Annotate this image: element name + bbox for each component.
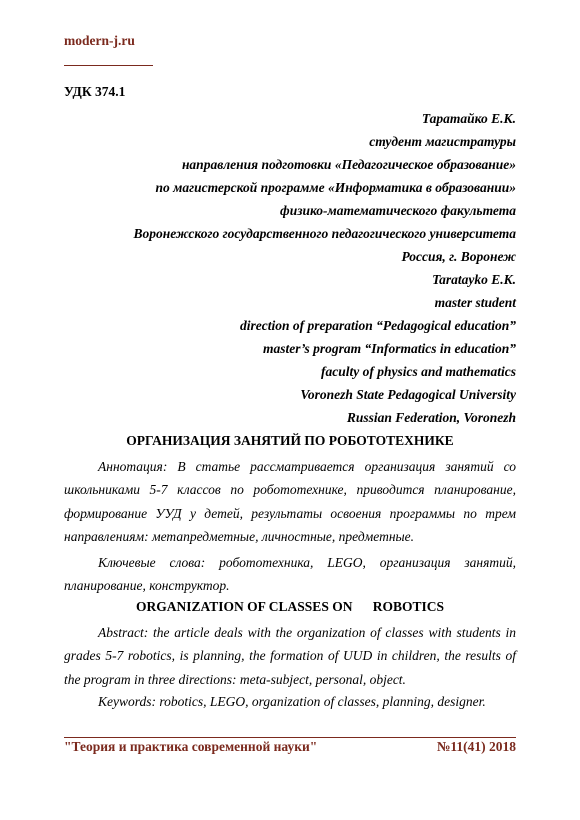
article-title-en: ORGANIZATION OF CLASSES ON ROBOTICS: [136, 599, 444, 614]
author-line: faculty of physics and mathematics: [321, 364, 516, 379]
author-line: физико-математического факультета: [280, 203, 516, 218]
author-line: направления подготовки «Педагогическое образование»: [181, 157, 516, 172]
keywords-ru: Ключевые слова: робототехника, LEGO, организация занятий, планирование, конструктор.: [64, 555, 516, 594]
author-line: master’s program “Informatics in education”: [262, 341, 516, 356]
author-affiliation-block: [134, 107, 517, 429]
footer-divider: [64, 737, 516, 738]
author-line: Voronezh State Pedagogical University: [300, 387, 516, 402]
keywords-en: Keywords: robotics, LEGO, organization of classes, planning, designer.: [98, 694, 486, 709]
abstract-en: Abstract: the article deals with the organization of classes with students in grades 5-7 robotics, is planning, the formation of UUD in children, the results of the program in three directions: meta-subject, personal, object.: [64, 625, 516, 687]
author-line: direction of preparation “Pedagogical education”: [240, 318, 516, 333]
article-title-ru: ОРГАНИЗАЦИЯ ЗАНЯТИЙ ПО РОБОТОТЕХНИКЕ: [126, 433, 454, 448]
author-line: Воронежского государственного педагогического университета: [133, 226, 516, 241]
annotation-ru: Аннотация: В статье рассматривается организация занятий со школьниками 5-7 классов по робототехнике, приводится планирование, формирование УУД у детей, результаты освоения программы по трем направлениям: метапредметные, личностные, предметные.: [64, 459, 516, 545]
udk-code: УДК 374.1: [64, 84, 126, 99]
footer-issue-number: №11(41) 2018: [436, 739, 516, 754]
site-url: modern-j.ru: [64, 33, 135, 48]
author-line: по магистерской программе «Информатика в образовании»: [155, 180, 516, 195]
footer-journal-name: "Теория и практика современной науки": [64, 739, 318, 754]
author-line: Россия, г. Воронеж: [401, 249, 516, 264]
header-divider: [64, 65, 153, 66]
author-line: Таратайко Е.К.: [421, 111, 516, 126]
author-line: Taratayko E.K.: [432, 272, 516, 287]
author-line: студент магистратуры: [369, 134, 516, 149]
author-line: Russian Federation, Voronezh: [346, 410, 516, 425]
author-line: master student: [434, 295, 516, 310]
